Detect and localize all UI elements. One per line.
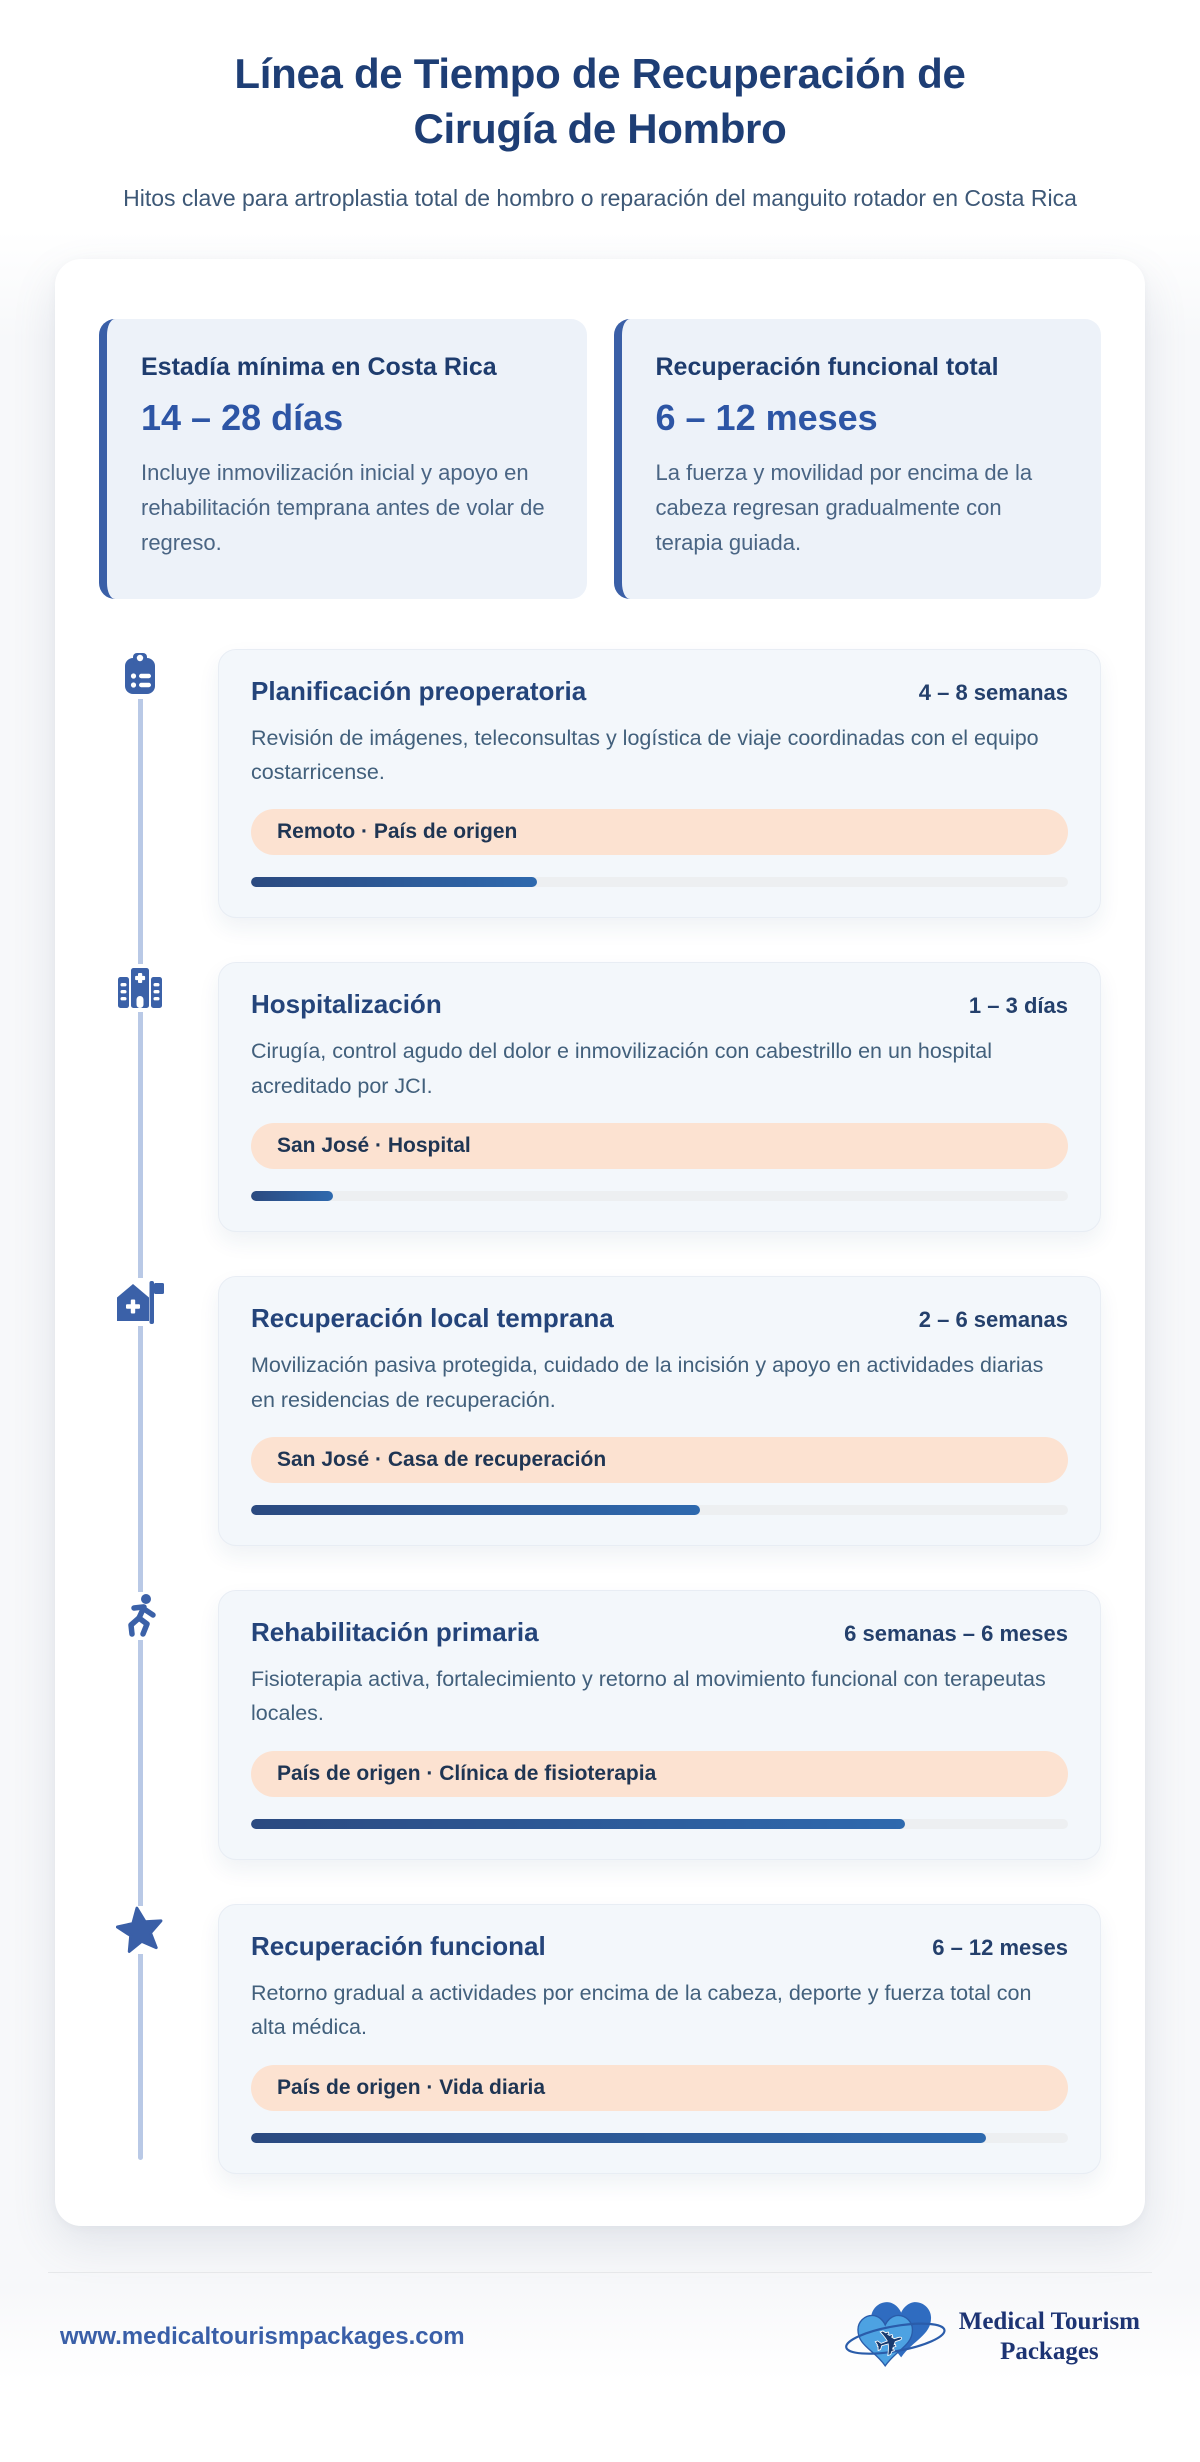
hospital-icon <box>99 962 218 1232</box>
location-badge: San José · Hospital <box>251 1123 1068 1169</box>
website-link[interactable]: www.medicaltourismpackages.com <box>60 2322 465 2350</box>
summary-section <box>99 319 1101 598</box>
brand-logo <box>843 2295 1140 2379</box>
progress-track <box>251 2133 1068 2143</box>
summary-value: 14 – 28 días <box>141 397 344 439</box>
summary-card-full-recovery <box>614 319 1102 598</box>
brand-name-line2: Packages <box>1000 2337 1099 2365</box>
timeline-item <box>99 1590 1101 1860</box>
milestone-description: Retorno gradual a actividades por encima de la cabeza, deporte y fuerza total con alta médica. <box>251 1980 1032 2040</box>
milestone-title: Planificación preoperatoria <box>251 675 587 706</box>
brand-name-line1: Medical Tourism <box>958 2308 1140 2336</box>
milestone-duration: 6 semanas – 6 meses <box>844 1620 1068 1646</box>
milestone-title: Recuperación funcional <box>251 1930 546 1961</box>
location-badge: Remoto · País de origen <box>251 809 1068 855</box>
milestone-header <box>251 1617 1068 1648</box>
header <box>0 0 1200 215</box>
footer-row <box>0 2273 1200 2415</box>
milestone-card <box>218 962 1101 1232</box>
page-subtitle: Hitos clave para artroplastia total de hombro o reparación del manguito rotador en Costa Rica <box>123 184 1077 211</box>
main-card <box>55 259 1145 2225</box>
timeline-item <box>99 962 1101 1232</box>
progress-fill <box>251 2133 986 2143</box>
progress-fill <box>251 877 537 887</box>
summary-label: Recuperación funcional total <box>655 353 999 382</box>
milestone-duration: 2 – 6 semanas <box>918 1307 1068 1333</box>
progress-fill <box>251 1191 333 1201</box>
summary-card-minimum-stay <box>99 319 587 598</box>
summary-description: La fuerza y movilidad por encima de la cabeza regresan gradualmente con terapia guiada. <box>655 460 1033 555</box>
progress-track <box>251 877 1068 887</box>
milestone-duration: 1 – 3 días <box>968 993 1068 1019</box>
svg-text:✈: ✈ <box>869 2319 910 2367</box>
milestone-description: Revisión de imágenes, teleconsultas y logística de viaje coordinadas con el equipo costarricense. <box>251 725 1039 785</box>
summary-label: Estadía mínima en Costa Rica <box>141 353 497 382</box>
milestone-duration: 4 – 8 semanas <box>918 679 1068 705</box>
summary-value: 6 – 12 meses <box>655 397 878 439</box>
progress-fill <box>251 1505 700 1515</box>
milestone-card <box>218 1276 1101 1546</box>
milestone-title: Recuperación local temprana <box>251 1303 614 1334</box>
milestone-header <box>251 1303 1068 1334</box>
milestone-header <box>251 1931 1068 1962</box>
milestone-description: Fisioterapia activa, fortalecimiento y retorno al movimiento funcional con terapeutas locales. <box>251 1666 1046 1726</box>
timeline-item <box>99 1904 1101 2174</box>
milestone-description: Movilización pasiva protegida, cuidado de la incisión y apoyo en actividades diarias en residencias de recuperación. <box>251 1353 1044 1412</box>
page-title: Línea de Tiempo de Recuperación de Cirugía de Hombro <box>234 50 966 153</box>
location-badge: País de origen · Clínica de fisioterapia <box>251 1751 1068 1797</box>
location-badge: País de origen · Vida diaria <box>251 2065 1068 2111</box>
footer <box>0 2272 1200 2415</box>
clipboard-list-icon <box>99 649 218 919</box>
heart-airplane-logo-icon <box>843 2295 951 2379</box>
person-running-icon <box>99 1590 218 1860</box>
milestone-duration: 6 – 12 meses <box>932 1934 1068 1960</box>
milestone-card <box>218 1590 1101 1860</box>
milestone-title: Rehabilitación primaria <box>251 1616 539 1647</box>
milestone-title: Hospitalización <box>251 989 442 1020</box>
brand-name <box>959 2307 1140 2366</box>
progress-track <box>251 1191 1068 1201</box>
progress-track <box>251 1819 1068 1829</box>
timeline-item <box>99 1276 1101 1546</box>
location-badge: San José · Casa de recuperación <box>251 1437 1068 1483</box>
milestone-card <box>218 1904 1101 2174</box>
summary-description: Incluye inmovilización inicial y apoyo en rehabilitación temprana antes de volar de regreso. <box>141 460 545 555</box>
star-icon <box>99 1904 218 2174</box>
milestone-header <box>251 676 1068 707</box>
timeline-item <box>99 649 1101 919</box>
milestone-header <box>251 989 1068 1020</box>
progress-track <box>251 1505 1068 1515</box>
milestone-card <box>218 649 1101 919</box>
timeline-section <box>99 649 1101 2174</box>
progress-fill <box>251 1819 905 1829</box>
milestone-description: Cirugía, control agudo del dolor e inmovilización con cabestrillo en un hospital acreditado por JCI. <box>251 1039 992 1098</box>
recovery-house-flag-icon <box>99 1276 218 1546</box>
